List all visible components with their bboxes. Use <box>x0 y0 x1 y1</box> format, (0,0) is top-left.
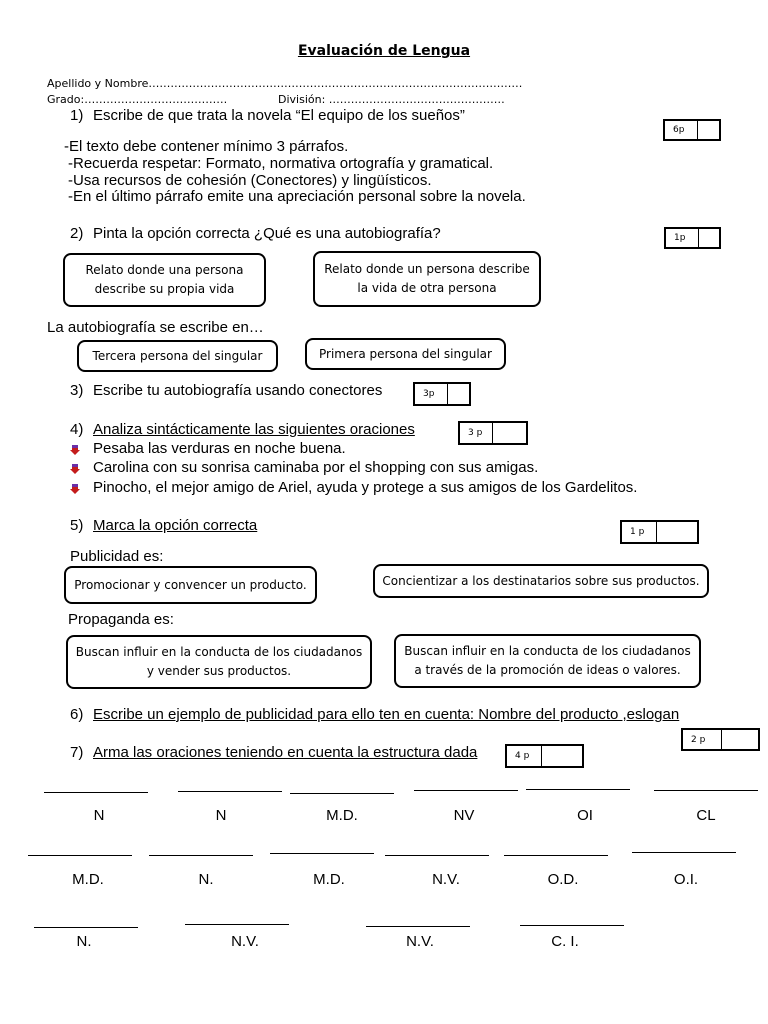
answer-blank[interactable] <box>504 855 608 856</box>
structure-code: M.D. <box>72 871 104 888</box>
structure-code: C. I. <box>551 933 579 950</box>
answer-blank[interactable] <box>178 791 282 792</box>
answer-blank[interactable] <box>414 790 518 791</box>
q7-score-box <box>505 744 584 768</box>
structure-code: N.V. <box>406 933 434 950</box>
division-line: División: ………………………………………… <box>278 93 505 106</box>
propaganda-option-sell[interactable]: Buscan influir en la conducta de los ciudadanos y vender sus productos. <box>66 635 372 689</box>
structure-code: CL <box>696 807 716 824</box>
q1-instruction: -Usa recursos de cohesión (Conectores) y lingüísticos. <box>68 172 432 189</box>
answer-blank[interactable] <box>270 853 374 854</box>
answer-blank[interactable] <box>366 926 470 927</box>
answer-blank[interactable] <box>654 790 758 791</box>
q6-number: 6) <box>70 706 84 723</box>
page-title: Evaluación de Lengua <box>297 43 471 59</box>
q1-number: 1) <box>70 107 84 124</box>
answer-blank[interactable] <box>149 855 253 856</box>
q6-text: Escribe un ejemplo de publicidad para ello ten en cuenta: Nombre del producto ,eslogan <box>93 706 680 723</box>
answer-blank[interactable] <box>520 925 624 926</box>
q6-score: 2 p <box>683 730 722 749</box>
structure-code: N <box>215 807 227 824</box>
propaganda-label: Propaganda es: <box>68 611 174 628</box>
arrow-bullet-icon <box>70 464 80 474</box>
q2-option-third-person[interactable]: Tercera persona del singular <box>77 340 278 372</box>
q6-score-box <box>681 728 760 751</box>
publicity-option-convince[interactable]: Promocionar y convencer un producto. <box>64 566 317 604</box>
q7-text: Arma las oraciones teniendo en cuenta la estructura dada <box>93 744 478 761</box>
structure-code: N <box>93 807 105 824</box>
q2-option-own-life[interactable]: Relato donde una persona describe su propia vida <box>63 253 266 307</box>
structure-code: M.D. <box>313 871 345 888</box>
q1-instruction: -El texto debe contener mínimo 3 párrafos. <box>64 138 349 155</box>
structure-code: N. <box>76 933 92 950</box>
structure-code: N.V. <box>432 871 460 888</box>
arrow-bullet-icon <box>70 484 80 494</box>
structure-code: OI <box>577 807 593 824</box>
q4-sentence: Carolina con su sonrisa caminaba por el shopping con sus amigas. <box>93 459 539 476</box>
q3-score: 3p <box>415 384 448 404</box>
answer-blank[interactable] <box>44 792 148 793</box>
answer-blank[interactable] <box>526 789 630 790</box>
q2-number: 2) <box>70 225 84 242</box>
q3-score-box <box>413 382 471 406</box>
structure-code: M.D. <box>326 807 358 824</box>
answer-blank[interactable] <box>632 852 736 853</box>
q7-number: 7) <box>70 744 84 761</box>
structure-code: N.V. <box>231 933 259 950</box>
arrow-bullet-icon <box>70 445 80 455</box>
q4-score: 3 p <box>460 423 493 443</box>
q3-text: Escribe tu autobiografía usando conectores <box>93 382 383 399</box>
q2-option-other-life[interactable]: Relato donde un persona describe la vida de otra persona <box>313 251 541 307</box>
answer-blank[interactable] <box>290 793 394 794</box>
q1-instruction: -Recuerda respetar: Formato, normativa ortografía y gramatical. <box>68 155 494 172</box>
q2-text: Pinta la opción correcta ¿Qué es una autobiografía? <box>93 225 441 242</box>
structure-code: N. <box>198 871 214 888</box>
q7-score: 4 p <box>507 746 542 766</box>
publicity-option-raise-awareness[interactable]: Concientizar a los destinatarios sobre sus productos. <box>373 564 709 598</box>
propaganda-option-ideas[interactable]: Buscan influir en la conducta de los ciudadanos a través de la promoción de ideas o valores. <box>394 634 701 688</box>
q4-number: 4) <box>70 421 84 438</box>
structure-code: NV <box>453 807 475 824</box>
answer-blank[interactable] <box>28 855 132 856</box>
answer-blank[interactable] <box>185 924 289 925</box>
q4-score-box <box>458 421 528 445</box>
q1-instruction: -En el último párrafo emite una apreciación personal sobre la novela. <box>68 188 526 205</box>
q2-subtitle: La autobiografía se escribe en… <box>47 319 264 336</box>
structure-code: O.I. <box>673 871 699 888</box>
q5-text: Marca la opción correcta <box>93 517 258 534</box>
q4-sentence: Pinocho, el mejor amigo de Ariel, ayuda y protege a sus amigos de los Gardelitos. <box>93 479 638 496</box>
q2-score: 1p <box>666 229 699 247</box>
q1-score-box <box>663 119 721 141</box>
answer-blank[interactable] <box>34 927 138 928</box>
name-line: Apellido y Nombre………………………………………………………………………………………… <box>47 77 523 90</box>
q4-sentence: Pesaba las verduras en noche buena. <box>93 440 346 457</box>
q4-text: Analiza sintácticamente las siguientes oraciones <box>93 421 415 438</box>
structure-code: O.D. <box>547 871 579 888</box>
q2-score-box <box>664 227 721 249</box>
q1-score: 6p <box>665 121 698 139</box>
q5-number: 5) <box>70 517 84 534</box>
q1-text: Escribe de que trata la novela “El equipo de los sueños” <box>93 107 465 124</box>
q5-score-box <box>620 520 699 544</box>
q2-option-first-person[interactable]: Primera persona del singular <box>305 338 506 370</box>
publicity-label: Publicidad es: <box>70 548 164 565</box>
q3-number: 3) <box>70 382 84 399</box>
q5-score: 1 p <box>622 522 657 542</box>
answer-blank[interactable] <box>385 855 489 856</box>
grade-line: Grado:………………………………… <box>47 93 228 106</box>
